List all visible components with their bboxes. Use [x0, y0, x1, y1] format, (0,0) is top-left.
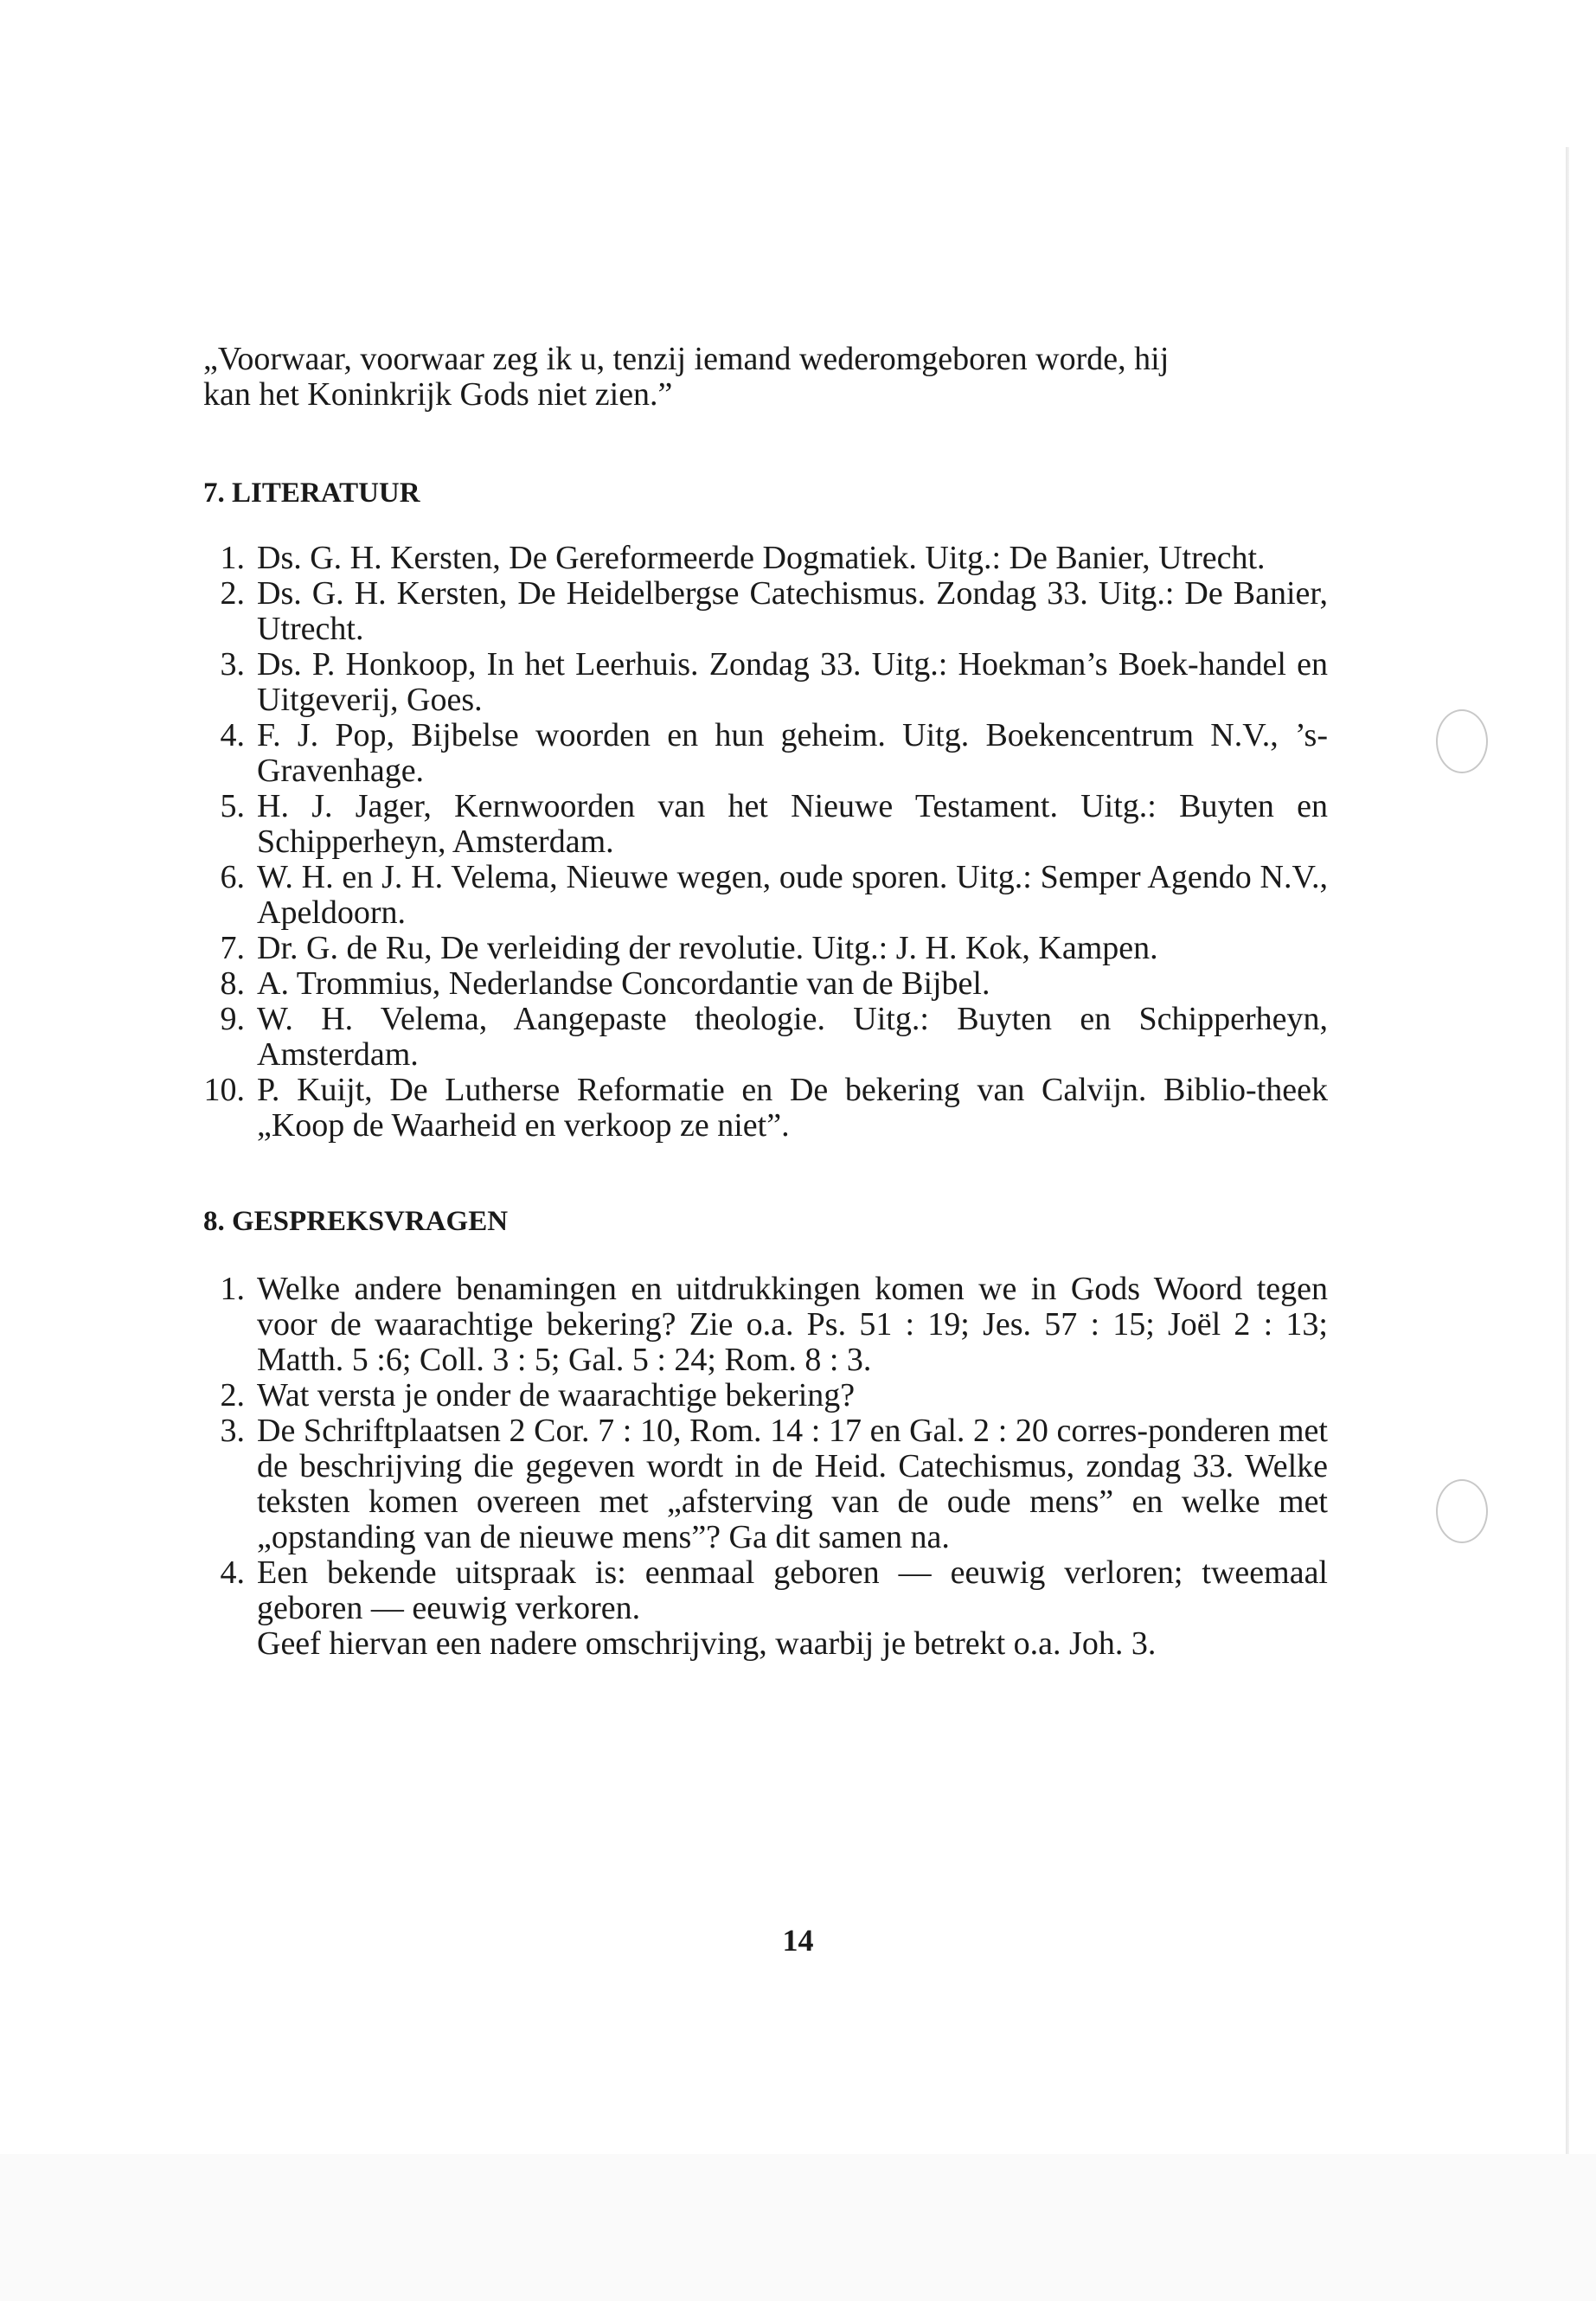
paper-edge — [1566, 147, 1569, 2154]
item-text: Ds. P. Honkoop, In het Leerhuis. Zondag 33. Uitg.: Hoekman’s Boek-handel en Uitgeverij, Goes. — [257, 646, 1328, 718]
item-text: De Schriftplaatsen 2 Cor. 7 : 10, Rom. 14 : 17 en Gal. 2 : 20 corres-ponderen met de beschrijving die gegeven wordt in de Heid. Catechismus, zondag 33. Welke teksten komen overeen met „afsterving van de oude mens” en welke met „opstanding van de nieuwe mens”? Ga dit samen na. — [257, 1413, 1328, 1555]
question-item — [203, 1272, 1328, 1378]
item-text: Welke andere benamingen en uitdrukkingen komen we in Gods Woord tegen voor de waarachtige bekering? Zie o.a. Ps. 51 : 19; Jes. 57 : 15; Joël 2 : 13; Matth. 5 :6; Coll. 3 : 5; Gal. 5 : 24; Rom. 8 : 3. — [257, 1271, 1328, 1378]
page-number: 14 — [782, 1923, 814, 1958]
literature-item — [203, 1002, 1328, 1073]
item-extra-text: Geef hiervan een nadere omschrijving, waarbij je betrekt o.a. Joh. 3. — [257, 1625, 1157, 1662]
item-number: 1. — [220, 1271, 245, 1307]
item-number: 1. — [220, 540, 245, 576]
item-number: 7. — [220, 930, 245, 966]
item-number: 6. — [220, 859, 245, 895]
literature-item — [203, 541, 1328, 576]
item-number: 4. — [220, 1554, 245, 1591]
quote-line: „Voorwaar, voorwaar zeg ik u, tenzij iemand wederomgeboren worde, hij — [203, 341, 1170, 377]
item-text: W. H. Velema, Aangepaste theologie. Uitg.: Buyten en Schipperheyn, Amsterdam. — [257, 1001, 1328, 1073]
item-text: F. J. Pop, Bijbelse woorden en hun geheim. Uitg. Boekencentrum N.V., ’s-Gravenhage. — [257, 717, 1328, 789]
item-text: W. H. en J. H. Velema, Nieuwe wegen, oude sporen. Uitg.: Semper Agendo N.V., Apeldoorn. — [257, 859, 1328, 931]
literature-item — [203, 647, 1328, 718]
item-number: 10. — [203, 1072, 245, 1108]
binder-hole-bottom — [1436, 1479, 1488, 1543]
literature-item — [203, 789, 1328, 860]
item-text: Dr. G. de Ru, De verleiding der revolutie. Uitg.: J. H. Kok, Kampen. — [257, 930, 1158, 966]
literature-list — [203, 541, 1328, 1144]
literature-item — [203, 1073, 1328, 1144]
item-number: 3. — [220, 646, 245, 683]
item-text: A. Trommius, Nederlandse Concordantie van de Bijbel. — [257, 965, 990, 1002]
opening-quote — [203, 342, 1328, 413]
literature-heading: 7. LITERATUUR — [203, 478, 420, 509]
page-content — [203, 342, 1328, 1662]
literature-item — [203, 966, 1328, 1002]
literature-item — [203, 718, 1328, 789]
literature-item — [203, 576, 1328, 647]
item-number: 2. — [220, 575, 245, 612]
item-number: 9. — [220, 1001, 245, 1037]
questions-list — [203, 1272, 1328, 1662]
binder-hole-top — [1436, 709, 1488, 773]
item-text: Ds. G. H. Kersten, De Gereformeerde Dogmatiek. Uitg.: De Banier, Utrecht. — [257, 540, 1266, 576]
item-text: P. Kuijt, De Lutherse Reformatie en De bekering van Calvijn. Biblio-theek „Koop de Waarheid en verkoop ze niet”. — [257, 1072, 1328, 1144]
literature-item — [203, 860, 1328, 931]
item-number: 8. — [220, 965, 245, 1002]
quote-line: kan het Koninkrijk Gods niet zien.” — [203, 376, 673, 413]
item-number: 2. — [220, 1377, 245, 1413]
item-text-group — [257, 1555, 1328, 1662]
literature-item — [203, 931, 1328, 966]
question-item — [203, 1555, 1328, 1662]
item-number: 5. — [220, 788, 245, 824]
questions-heading: 8. GESPREKSVRAGEN — [203, 1206, 509, 1237]
question-item — [203, 1413, 1328, 1555]
question-item — [203, 1378, 1328, 1413]
item-text: Een bekende uitspraak is: eenmaal geboren — eeuwig verloren; tweemaal geboren — eeuwig verkoren. — [257, 1554, 1328, 1626]
item-text: Wat versta je onder de waarachtige bekering? — [257, 1377, 856, 1413]
item-number: 3. — [220, 1413, 245, 1449]
scan-bottom-shade — [0, 2154, 1596, 2301]
item-text: H. J. Jager, Kernwoorden van het Nieuwe Testament. Uitg.: Buyten en Schipperheyn, Amsterdam. — [257, 788, 1328, 860]
item-text: Ds. G. H. Kersten, De Heidelbergse Catechismus. Zondag 33. Uitg.: De Banier, Utrecht. — [257, 575, 1328, 647]
item-number: 4. — [220, 717, 245, 753]
